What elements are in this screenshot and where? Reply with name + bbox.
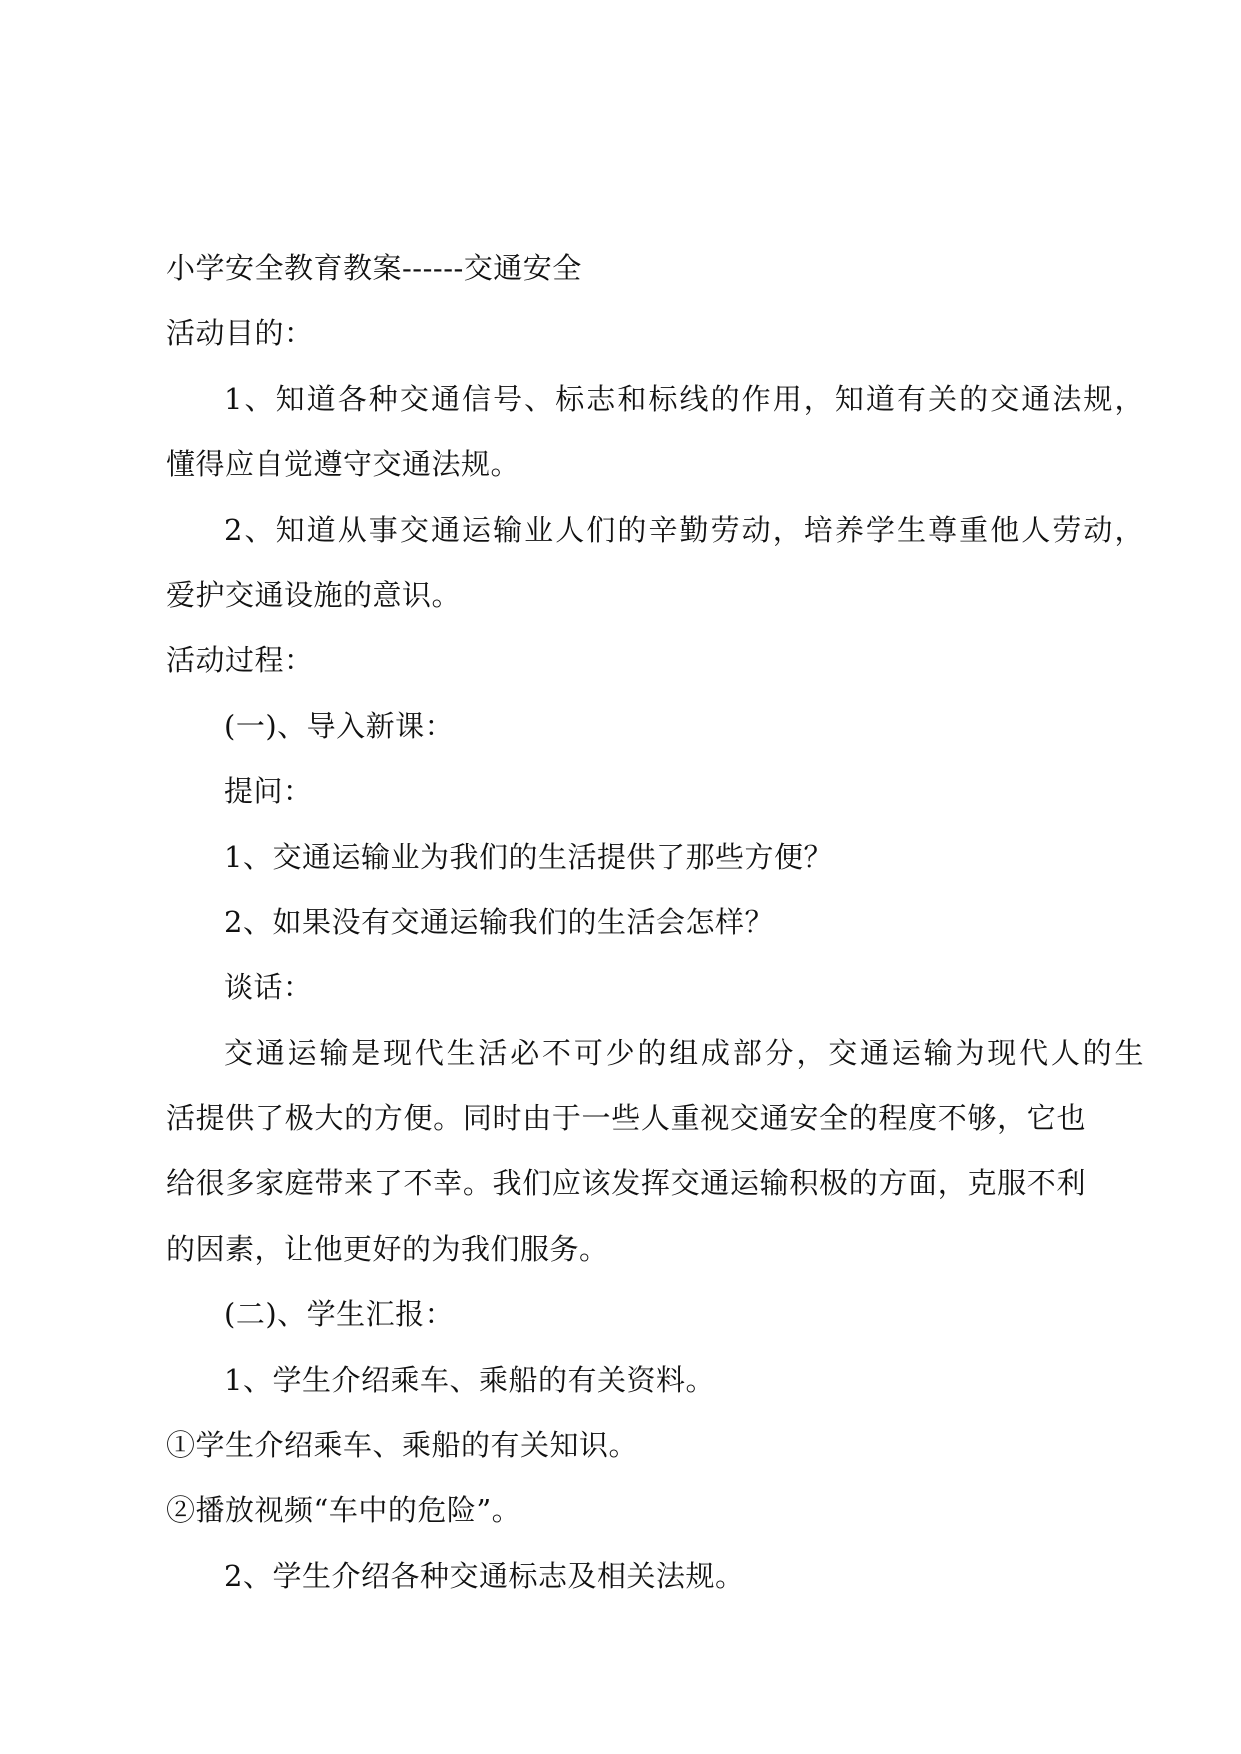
label-talk: 谈话：	[224, 970, 313, 1005]
subsection-heading-reports: (二)、学生汇报：	[224, 1297, 455, 1332]
question-1: 1、交通运输业为我们的生活提供了那些方便？	[224, 839, 833, 874]
objective-2-line-2: 爱护交通设施的意识。	[166, 577, 462, 612]
talk-paragraph-line-1: 交通运输是现代生活必不可少的组成部分，交通运输为现代人的生	[224, 1035, 1144, 1070]
document-body	[166, 236, 1144, 1609]
report-item-2: 2、学生介绍各种交通标志及相关法规。	[224, 1558, 745, 1593]
report-item-1-sub-1: ①学生介绍乘车、乘船的有关知识。	[166, 1428, 639, 1463]
subsection-heading-intro: (一)、导入新课：	[224, 708, 455, 743]
label-questions: 提问：	[224, 774, 313, 809]
objective-1-line-2: 懂得应自觉遵守交通法规。	[166, 447, 521, 482]
document-title: 小学安全教育教案------交通安全	[166, 251, 582, 285]
section-heading-process: 活动过程：	[166, 643, 314, 678]
objective-2-line-1: 2、知道从事交通运输业人们的辛勤劳动，培养学生尊重他人劳动，	[224, 512, 1144, 547]
report-item-1-sub-2: ②播放视频“车中的危险”。	[166, 1493, 522, 1528]
talk-paragraph-line-3: 给很多家庭带来了不幸。我们应该发挥交通运输积极的方面，克服不利	[166, 1166, 1086, 1201]
talk-paragraph-line-4: 的因素，让他更好的为我们服务。	[166, 1231, 609, 1266]
objective-1-line-1: 1、知道各种交通信号、标志和标线的作用，知道有关的交通法规，	[224, 381, 1144, 416]
section-heading-objectives: 活动目的：	[166, 316, 314, 351]
talk-paragraph-line-2: 活提供了极大的方便。同时由于一些人重视交通安全的程度不够，它也	[166, 1101, 1086, 1136]
question-2: 2、如果没有交通运输我们的生活会怎样？	[224, 904, 774, 939]
report-item-1: 1、学生介绍乘车、乘船的有关资料。	[224, 1362, 715, 1397]
